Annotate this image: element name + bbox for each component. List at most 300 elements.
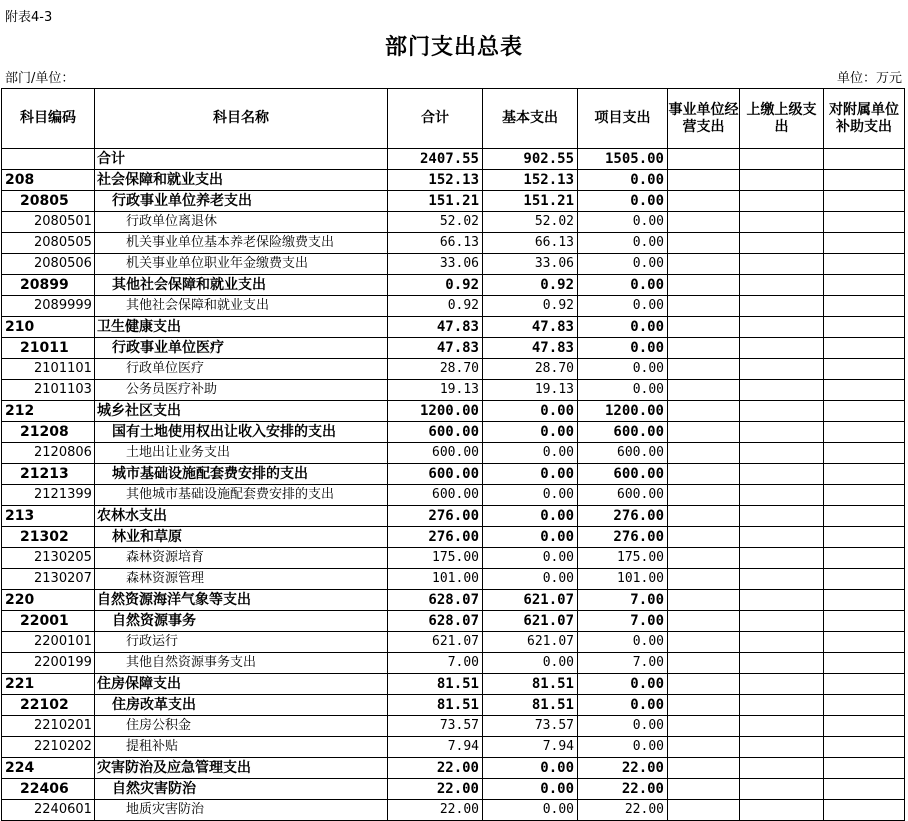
row-business xyxy=(668,233,740,254)
row-business xyxy=(668,443,740,464)
row-subsidy xyxy=(824,548,905,569)
row-business xyxy=(668,170,740,191)
row-project: 0.00 xyxy=(578,275,668,296)
header-project: 项目支出 xyxy=(578,89,668,149)
row-remit xyxy=(740,422,824,443)
row-total: 52.02 xyxy=(388,212,483,233)
row-remit xyxy=(740,338,824,359)
row-basic: 621.07 xyxy=(483,611,578,632)
table-row xyxy=(2,296,905,317)
row-business xyxy=(668,317,740,338)
row-name: 灾害防治及应急管理支出 xyxy=(95,758,388,779)
row-remit xyxy=(740,191,824,212)
row-subsidy xyxy=(824,758,905,779)
table-row xyxy=(2,800,905,821)
row-name: 行政单位离退休 xyxy=(95,212,388,233)
header-code: 科目编码 xyxy=(2,89,95,149)
row-remit xyxy=(740,149,824,170)
row-name: 卫生健康支出 xyxy=(95,317,388,338)
row-code: 213 xyxy=(2,506,95,527)
row-code: 2130205 xyxy=(2,548,95,569)
header-subsidy: 对附属单位补助支出 xyxy=(824,89,905,149)
row-remit xyxy=(740,569,824,590)
row-remit xyxy=(740,548,824,569)
row-business xyxy=(668,548,740,569)
table-row xyxy=(2,380,905,401)
row-project: 0.00 xyxy=(578,254,668,275)
table-row xyxy=(2,674,905,695)
row-business xyxy=(668,275,740,296)
header-total: 合计 xyxy=(388,89,483,149)
row-name: 城市基础设施配套费安排的支出 xyxy=(95,464,388,485)
row-project: 22.00 xyxy=(578,800,668,821)
row-total: 81.51 xyxy=(388,674,483,695)
row-name: 森林资源培育 xyxy=(95,548,388,569)
row-basic: 151.21 xyxy=(483,191,578,212)
row-project: 0.00 xyxy=(578,296,668,317)
row-total: 151.21 xyxy=(388,191,483,212)
row-basic: 52.02 xyxy=(483,212,578,233)
row-remit xyxy=(740,359,824,380)
row-remit xyxy=(740,443,824,464)
row-total: 600.00 xyxy=(388,485,483,506)
row-project: 0.00 xyxy=(578,380,668,401)
row-subsidy xyxy=(824,569,905,590)
row-total: 628.07 xyxy=(388,590,483,611)
row-remit xyxy=(740,254,824,275)
row-project: 175.00 xyxy=(578,548,668,569)
row-total: 101.00 xyxy=(388,569,483,590)
table-row xyxy=(2,422,905,443)
table-row xyxy=(2,737,905,758)
row-remit xyxy=(740,737,824,758)
row-name: 住房保障支出 xyxy=(95,674,388,695)
row-code: 21213 xyxy=(2,464,95,485)
row-name: 其他城市基础设施配套费安排的支出 xyxy=(95,485,388,506)
row-project: 0.00 xyxy=(578,338,668,359)
row-basic: 0.92 xyxy=(483,296,578,317)
row-basic: 152.13 xyxy=(483,170,578,191)
row-remit xyxy=(740,464,824,485)
row-total: 33.06 xyxy=(388,254,483,275)
row-basic: 902.55 xyxy=(483,149,578,170)
table-row xyxy=(2,548,905,569)
row-code: 20805 xyxy=(2,191,95,212)
row-total: 152.13 xyxy=(388,170,483,191)
row-basic: 7.94 xyxy=(483,737,578,758)
table-row xyxy=(2,527,905,548)
row-basic: 0.00 xyxy=(483,527,578,548)
row-project: 0.00 xyxy=(578,191,668,212)
table-row xyxy=(2,149,905,170)
table-row xyxy=(2,779,905,800)
row-remit xyxy=(740,695,824,716)
row-code: 2240601 xyxy=(2,800,95,821)
row-subsidy xyxy=(824,485,905,506)
row-name: 机关事业单位职业年金缴费支出 xyxy=(95,254,388,275)
row-code: 2089999 xyxy=(2,296,95,317)
row-project: 0.00 xyxy=(578,674,668,695)
page-title: 部门支出总表 xyxy=(384,35,523,60)
row-code: 224 xyxy=(2,758,95,779)
row-subsidy xyxy=(824,779,905,800)
row-basic: 0.00 xyxy=(483,758,578,779)
row-project: 600.00 xyxy=(578,443,668,464)
row-basic: 0.00 xyxy=(483,569,578,590)
row-subsidy xyxy=(824,338,905,359)
row-business xyxy=(668,485,740,506)
attachment-label: 附表4-3 xyxy=(5,10,53,25)
header-remit: 上缴上级支出 xyxy=(740,89,824,149)
header-basic: 基本支出 xyxy=(483,89,578,149)
row-subsidy xyxy=(824,527,905,548)
row-business xyxy=(668,527,740,548)
row-basic: 621.07 xyxy=(483,590,578,611)
row-remit xyxy=(740,170,824,191)
row-business xyxy=(668,359,740,380)
row-business xyxy=(668,569,740,590)
row-business xyxy=(668,464,740,485)
row-subsidy xyxy=(824,695,905,716)
row-code: 2120806 xyxy=(2,443,95,464)
row-name: 提租补贴 xyxy=(95,737,388,758)
table-row xyxy=(2,233,905,254)
row-total: 0.92 xyxy=(388,275,483,296)
table-row xyxy=(2,506,905,527)
row-subsidy xyxy=(824,275,905,296)
row-project: 276.00 xyxy=(578,527,668,548)
row-code: 2200199 xyxy=(2,653,95,674)
row-name: 林业和草原 xyxy=(95,527,388,548)
row-remit xyxy=(740,296,824,317)
row-remit xyxy=(740,275,824,296)
row-project: 1505.00 xyxy=(578,149,668,170)
table-row xyxy=(2,611,905,632)
row-business xyxy=(668,758,740,779)
row-project: 0.00 xyxy=(578,317,668,338)
row-business xyxy=(668,380,740,401)
row-name: 机关事业单位基本养老保险缴费支出 xyxy=(95,233,388,254)
row-name: 行政事业单位养老支出 xyxy=(95,191,388,212)
row-project: 0.00 xyxy=(578,233,668,254)
row-basic: 33.06 xyxy=(483,254,578,275)
row-subsidy xyxy=(824,632,905,653)
row-name: 其他社会保障和就业支出 xyxy=(95,275,388,296)
row-basic: 0.00 xyxy=(483,779,578,800)
row-code: 2080506 xyxy=(2,254,95,275)
row-basic: 19.13 xyxy=(483,380,578,401)
row-remit xyxy=(740,800,824,821)
row-business xyxy=(668,422,740,443)
row-subsidy xyxy=(824,737,905,758)
row-total: 47.83 xyxy=(388,317,483,338)
row-project: 600.00 xyxy=(578,464,668,485)
row-basic: 0.00 xyxy=(483,401,578,422)
row-code: 221 xyxy=(2,674,95,695)
row-business xyxy=(668,737,740,758)
row-total: 7.94 xyxy=(388,737,483,758)
row-name: 森林资源管理 xyxy=(95,569,388,590)
row-subsidy xyxy=(824,212,905,233)
row-project: 22.00 xyxy=(578,758,668,779)
row-business xyxy=(668,590,740,611)
row-remit xyxy=(740,527,824,548)
row-subsidy xyxy=(824,359,905,380)
row-code: 2200101 xyxy=(2,632,95,653)
row-basic: 0.00 xyxy=(483,800,578,821)
row-basic: 0.00 xyxy=(483,548,578,569)
row-basic: 81.51 xyxy=(483,695,578,716)
row-total: 22.00 xyxy=(388,758,483,779)
row-total: 66.13 xyxy=(388,233,483,254)
row-total: 628.07 xyxy=(388,611,483,632)
row-subsidy xyxy=(824,464,905,485)
row-total: 0.92 xyxy=(388,296,483,317)
row-code: 2101103 xyxy=(2,380,95,401)
row-business xyxy=(668,212,740,233)
row-subsidy xyxy=(824,191,905,212)
row-project: 0.00 xyxy=(578,737,668,758)
row-total: 600.00 xyxy=(388,464,483,485)
table-row xyxy=(2,401,905,422)
row-total: 7.00 xyxy=(388,653,483,674)
row-project: 22.00 xyxy=(578,779,668,800)
row-project: 7.00 xyxy=(578,590,668,611)
row-subsidy xyxy=(824,149,905,170)
row-total: 73.57 xyxy=(388,716,483,737)
row-project: 0.00 xyxy=(578,359,668,380)
row-code: 2101101 xyxy=(2,359,95,380)
row-project: 101.00 xyxy=(578,569,668,590)
row-code: 21302 xyxy=(2,527,95,548)
row-subsidy xyxy=(824,611,905,632)
row-code: 2121399 xyxy=(2,485,95,506)
table-row xyxy=(2,170,905,191)
row-project: 0.00 xyxy=(578,716,668,737)
row-business xyxy=(668,191,740,212)
row-subsidy xyxy=(824,653,905,674)
table-row xyxy=(2,254,905,275)
row-basic: 621.07 xyxy=(483,632,578,653)
row-project: 0.00 xyxy=(578,632,668,653)
row-business xyxy=(668,506,740,527)
row-project: 600.00 xyxy=(578,485,668,506)
row-code: 2080501 xyxy=(2,212,95,233)
row-total: 81.51 xyxy=(388,695,483,716)
row-remit xyxy=(740,632,824,653)
row-name: 公务员医疗补助 xyxy=(95,380,388,401)
row-name: 农林水支出 xyxy=(95,506,388,527)
row-total: 621.07 xyxy=(388,632,483,653)
row-subsidy xyxy=(824,443,905,464)
row-name: 社会保障和就业支出 xyxy=(95,170,388,191)
row-remit xyxy=(740,380,824,401)
row-name: 城乡社区支出 xyxy=(95,401,388,422)
table-row xyxy=(2,191,905,212)
row-business xyxy=(668,611,740,632)
row-subsidy xyxy=(824,254,905,275)
table-row xyxy=(2,758,905,779)
row-code: 20899 xyxy=(2,275,95,296)
row-basic: 28.70 xyxy=(483,359,578,380)
row-business xyxy=(668,800,740,821)
row-subsidy xyxy=(824,422,905,443)
table-row xyxy=(2,485,905,506)
table-row xyxy=(2,695,905,716)
row-subsidy xyxy=(824,800,905,821)
row-code: 21011 xyxy=(2,338,95,359)
row-code xyxy=(2,149,95,170)
row-business xyxy=(668,338,740,359)
row-name: 地质灾害防治 xyxy=(95,800,388,821)
row-total: 175.00 xyxy=(388,548,483,569)
row-subsidy xyxy=(824,296,905,317)
row-subsidy xyxy=(824,674,905,695)
row-code: 21208 xyxy=(2,422,95,443)
row-subsidy xyxy=(824,170,905,191)
row-basic: 66.13 xyxy=(483,233,578,254)
row-code: 208 xyxy=(2,170,95,191)
row-project: 600.00 xyxy=(578,422,668,443)
row-subsidy xyxy=(824,380,905,401)
row-name: 其他自然资源事务支出 xyxy=(95,653,388,674)
row-total: 22.00 xyxy=(388,779,483,800)
row-remit xyxy=(740,212,824,233)
row-name: 土地出让业务支出 xyxy=(95,443,388,464)
row-business xyxy=(668,401,740,422)
row-remit xyxy=(740,485,824,506)
table-row xyxy=(2,632,905,653)
row-business xyxy=(668,254,740,275)
row-code: 22102 xyxy=(2,695,95,716)
row-business xyxy=(668,149,740,170)
row-basic: 0.00 xyxy=(483,443,578,464)
table-row xyxy=(2,338,905,359)
row-name: 住房公积金 xyxy=(95,716,388,737)
row-name: 行政单位医疗 xyxy=(95,359,388,380)
row-total: 47.83 xyxy=(388,338,483,359)
row-name: 国有土地使用权出让收入安排的支出 xyxy=(95,422,388,443)
row-basic: 0.00 xyxy=(483,464,578,485)
row-project: 0.00 xyxy=(578,695,668,716)
row-business xyxy=(668,296,740,317)
table-row xyxy=(2,443,905,464)
row-basic: 73.57 xyxy=(483,716,578,737)
row-basic: 47.83 xyxy=(483,317,578,338)
row-remit xyxy=(740,611,824,632)
row-business xyxy=(668,653,740,674)
row-name: 自然资源事务 xyxy=(95,611,388,632)
table-header-row xyxy=(2,89,905,149)
row-basic: 0.00 xyxy=(483,422,578,443)
row-remit xyxy=(740,401,824,422)
row-name: 自然资源海洋气象等支出 xyxy=(95,590,388,611)
header-business: 事业单位经营支出 xyxy=(668,89,740,149)
row-subsidy xyxy=(824,716,905,737)
row-code: 212 xyxy=(2,401,95,422)
row-code: 2210202 xyxy=(2,737,95,758)
table-row xyxy=(2,212,905,233)
row-subsidy xyxy=(824,233,905,254)
row-name: 住房改革支出 xyxy=(95,695,388,716)
table-row xyxy=(2,590,905,611)
row-business xyxy=(668,674,740,695)
row-code: 2080505 xyxy=(2,233,95,254)
row-remit xyxy=(740,758,824,779)
table-row xyxy=(2,275,905,296)
row-code: 210 xyxy=(2,317,95,338)
row-remit xyxy=(740,716,824,737)
row-code: 22406 xyxy=(2,779,95,800)
row-project: 7.00 xyxy=(578,653,668,674)
row-project: 0.00 xyxy=(578,170,668,191)
table-row xyxy=(2,317,905,338)
row-project: 1200.00 xyxy=(578,401,668,422)
row-total: 2407.55 xyxy=(388,149,483,170)
row-code: 2130207 xyxy=(2,569,95,590)
row-remit xyxy=(740,674,824,695)
row-code: 2210201 xyxy=(2,716,95,737)
header-name: 科目名称 xyxy=(95,89,388,149)
row-basic: 0.00 xyxy=(483,485,578,506)
row-name: 行政事业单位医疗 xyxy=(95,338,388,359)
table-row xyxy=(2,359,905,380)
table-row xyxy=(2,464,905,485)
row-subsidy xyxy=(824,317,905,338)
row-name: 其他社会保障和就业支出 xyxy=(95,296,388,317)
row-total: 276.00 xyxy=(388,506,483,527)
row-name: 行政运行 xyxy=(95,632,388,653)
row-basic: 0.00 xyxy=(483,653,578,674)
row-code: 22001 xyxy=(2,611,95,632)
department-label: 部门/单位： xyxy=(5,71,75,86)
row-project: 7.00 xyxy=(578,611,668,632)
row-basic: 0.92 xyxy=(483,275,578,296)
row-subsidy xyxy=(824,401,905,422)
row-business xyxy=(668,779,740,800)
row-project: 276.00 xyxy=(578,506,668,527)
expenditure-table xyxy=(1,88,905,821)
row-basic: 0.00 xyxy=(483,506,578,527)
row-business xyxy=(668,632,740,653)
row-remit xyxy=(740,233,824,254)
row-total: 19.13 xyxy=(388,380,483,401)
row-basic: 47.83 xyxy=(483,338,578,359)
unit-label: 单位：万元 xyxy=(836,71,902,86)
row-subsidy xyxy=(824,590,905,611)
row-total: 276.00 xyxy=(388,527,483,548)
row-remit xyxy=(740,317,824,338)
table-row xyxy=(2,716,905,737)
row-subsidy xyxy=(824,506,905,527)
row-total: 600.00 xyxy=(388,422,483,443)
row-basic: 81.51 xyxy=(483,674,578,695)
row-name: 合计 xyxy=(95,149,388,170)
row-business xyxy=(668,716,740,737)
row-total: 600.00 xyxy=(388,443,483,464)
table-row xyxy=(2,653,905,674)
row-remit xyxy=(740,506,824,527)
row-total: 22.00 xyxy=(388,800,483,821)
table-row xyxy=(2,569,905,590)
row-name: 自然灾害防治 xyxy=(95,779,388,800)
row-remit xyxy=(740,653,824,674)
row-total: 28.70 xyxy=(388,359,483,380)
row-remit xyxy=(740,590,824,611)
row-code: 220 xyxy=(2,590,95,611)
row-remit xyxy=(740,779,824,800)
row-project: 0.00 xyxy=(578,212,668,233)
